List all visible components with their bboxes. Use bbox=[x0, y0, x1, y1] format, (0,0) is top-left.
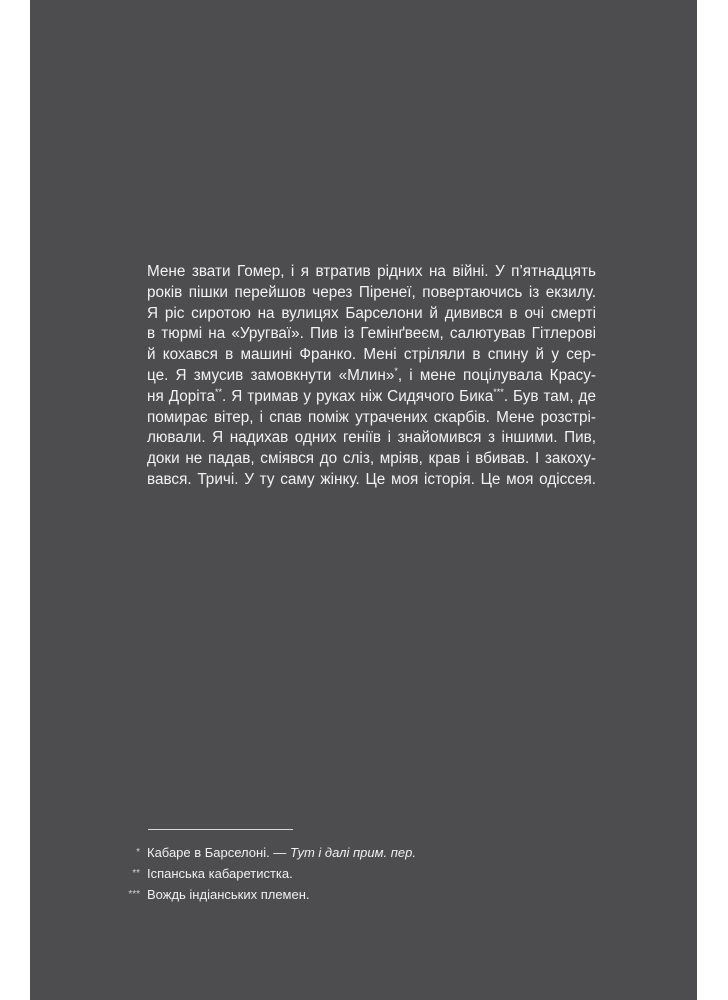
line-text bbox=[147, 387, 596, 408]
text-fragment: , і мене поцілувала Красу- bbox=[397, 366, 596, 384]
footnote-mark: * bbox=[136, 847, 140, 858]
text-line bbox=[147, 449, 596, 470]
line-text: Я ріс сиротою на вулицях Барселони й дивився в очі смерті bbox=[147, 304, 596, 322]
footnote-text: Вождь індіанських племен. bbox=[147, 887, 310, 902]
line-text: вався. Тричі. У ту саму жінку. Це моя історія. Це моя одіссея. bbox=[147, 470, 596, 488]
footnote-mark: ** bbox=[132, 868, 140, 879]
footnote-divider bbox=[148, 829, 293, 830]
footnote-ref: ** bbox=[214, 386, 222, 397]
footnotes bbox=[100, 842, 416, 905]
line-text: Мене звати Гомер, і я втратив рідних на війні. У п’ятнадцять bbox=[147, 263, 596, 280]
text-fragment: ня Доріта bbox=[147, 387, 215, 405]
footnote-text: Іспанська кабаретистка. bbox=[147, 866, 293, 881]
text-fragment: . Був там, де bbox=[503, 387, 596, 405]
text-line bbox=[147, 304, 596, 325]
line-text: років пішки перейшов через Піренеї, повертаючись із екзилу. bbox=[147, 283, 596, 301]
text-line bbox=[147, 345, 596, 366]
line-text: й кохався в машині Франко. Мені стріляли в спину й у сер- bbox=[147, 346, 596, 364]
footnote-ref: * bbox=[394, 365, 398, 376]
line-text: доки не падав, сміявся до сліз, мріяв, крав і вбивав. І закоху- bbox=[147, 450, 596, 468]
line-text bbox=[147, 366, 596, 387]
footnote bbox=[100, 884, 416, 905]
text-line bbox=[147, 428, 596, 449]
footnote-italic: Тут і далі прим. пер. bbox=[289, 845, 416, 860]
line-text: лювали. Я надихав одних геніїв і знайомився з іншими. Пив, bbox=[147, 429, 596, 447]
text-fragment: . Я тримав у руках ніж Сидячого Бика bbox=[222, 387, 494, 405]
line-text: в тюрмі на «Уругваї». Пив із Гемінґвеєм, салютував Гітлерові bbox=[147, 325, 596, 343]
footnote-ref: *** bbox=[493, 386, 504, 397]
footnote bbox=[100, 842, 416, 863]
text-line bbox=[147, 387, 596, 408]
footnote-plain: Кабаре в Барселоні. — bbox=[147, 845, 290, 860]
footnote-text bbox=[147, 842, 416, 863]
text-line bbox=[147, 408, 596, 429]
text-line bbox=[147, 324, 596, 345]
text-fragment: це. Я змусив замовкнути «Млин» bbox=[147, 366, 395, 384]
text-line bbox=[147, 366, 596, 387]
line-text: помирає вітер, і спав поміж утрачених скарбів. Мене розстрі- bbox=[147, 408, 596, 426]
text-line bbox=[147, 262, 596, 283]
footnote bbox=[100, 863, 416, 884]
text-line bbox=[147, 470, 596, 491]
text-line bbox=[147, 283, 596, 304]
body-paragraph bbox=[147, 262, 596, 491]
footnote-mark: *** bbox=[128, 889, 140, 900]
